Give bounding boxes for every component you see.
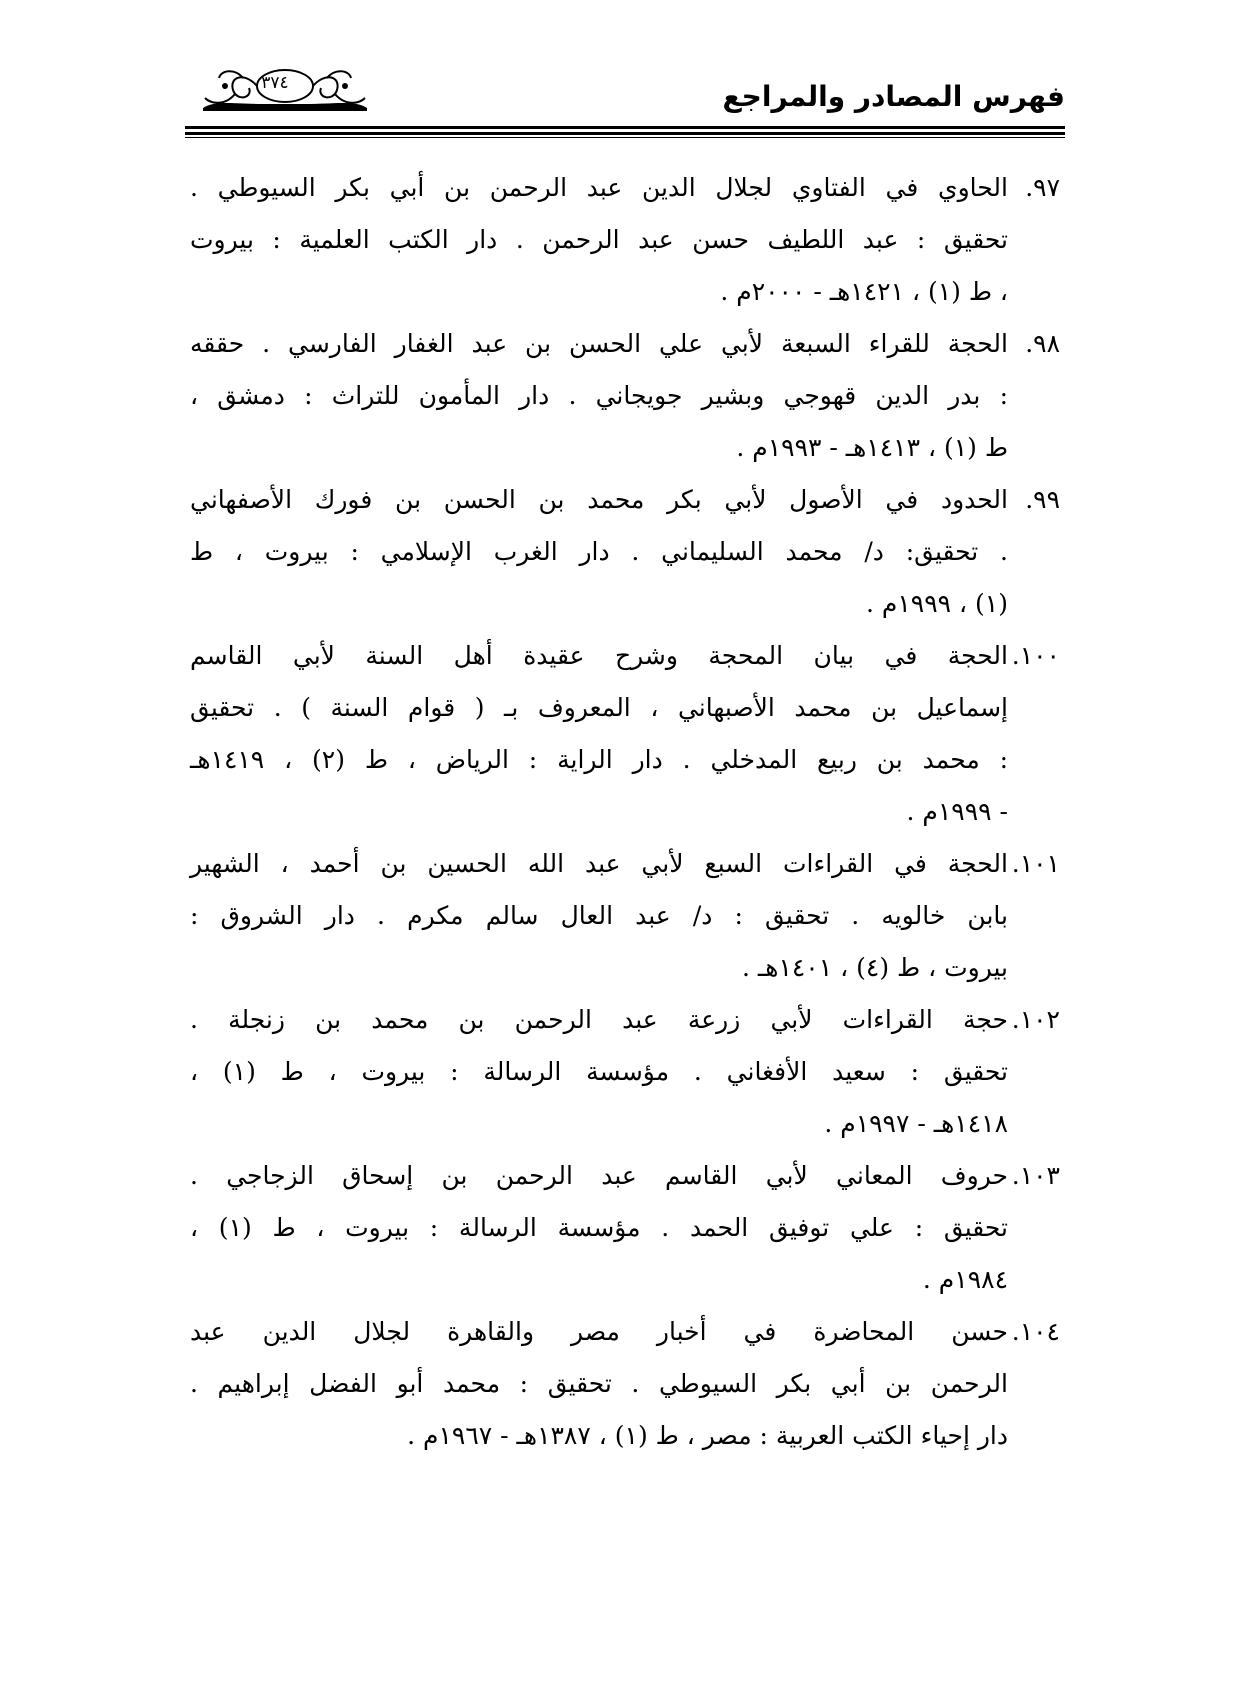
entry-number: ١٠٢. <box>1011 1005 1060 1034</box>
entry-number: ١٠٣. <box>1011 1161 1060 1190</box>
bibliography-entry <box>190 838 1060 994</box>
entry-text <box>190 838 1008 994</box>
entry-line: الرحمن بن أبي بكر السيوطي . تحقيق : محمد أبو الفضل إبراهيم . <box>190 1369 1008 1398</box>
entry-text <box>190 318 1008 474</box>
entry-text <box>190 474 1008 630</box>
entry-number: ٩٨. <box>1025 329 1060 358</box>
entry-line: . تحقيق: د/ محمد السليماني . دار الغرب الإسلامي : بيروت ، ط <box>190 537 1008 566</box>
entry-number: ١٠٤. <box>1011 1317 1060 1346</box>
bibliography-list <box>190 162 1060 1462</box>
entry-text <box>190 162 1008 318</box>
page-header <box>185 60 1065 140</box>
entry-line: دار إحياء الكتب العربية : مصر ، ط (١) ، ١٣٨٧هـ - ١٩٦٧م . <box>407 1421 1008 1450</box>
entry-line: : بدر الدين قهوجي وبشير جويجاني . دار المأمون للتراث : دمشق ، <box>190 381 1008 410</box>
entry-line: بيروت ، ط (٤) ، ١٤٠١هـ . <box>742 953 1008 982</box>
bibliography-entry <box>190 630 1060 838</box>
running-title: فهرس المصادر والمراجع <box>722 80 1065 113</box>
entry-line: تحقيق : عبد اللطيف حسن عبد الرحمن . دار الكتب العلمية : بيروت <box>190 225 1008 254</box>
entry-line: حجة القراءات لأبي زرعة عبد الرحمن بن محمد بن زنجلة . <box>190 1005 1008 1034</box>
entry-line: تحقيق : علي توفيق الحمد . مؤسسة الرسالة : بيروت ، ط (١) ، <box>190 1213 1008 1242</box>
bibliography-entry <box>190 162 1060 318</box>
entry-line: حروف المعاني لأبي القاسم عبد الرحمن بن إسحاق الزجاجي . <box>190 1161 1008 1190</box>
entry-line: إسماعيل بن محمد الأصبهاني ، المعروف بـ ( قوام السنة ) . تحقيق <box>190 693 1008 722</box>
entry-text <box>190 1306 1008 1462</box>
entry-line: بابن خالويه . تحقيق : د/ عبد العال سالم مكرم . دار الشروق : <box>190 901 1008 930</box>
entry-line: ١٤١٨هـ - ١٩٩٧م . <box>824 1109 1008 1138</box>
entry-line: : محمد بن ربيع المدخلي . دار الراية : الرياض ، ط (٢) ، ١٤١٩هـ <box>190 745 1009 774</box>
entry-number: ٩٩. <box>1025 485 1060 514</box>
entry-line: - ١٩٩٩م . <box>906 797 1008 826</box>
header-rule <box>185 126 1065 140</box>
entry-number: ١٠١. <box>1011 849 1060 878</box>
entry-text <box>190 1150 1008 1306</box>
entry-line: ط (١) ، ١٤١٣هـ - ١٩٩٣م . <box>736 433 1008 462</box>
bibliography-entry <box>190 474 1060 630</box>
entry-line: الحدود في الأصول لأبي بكر محمد بن الحسن بن فورك الأصفهاني <box>190 485 1008 514</box>
page-number: ٣٧٤ <box>261 73 289 93</box>
entry-number: ٩٧. <box>1025 173 1060 202</box>
bibliography-entry <box>190 1150 1060 1306</box>
entry-line: ١٩٨٤م . <box>922 1265 1008 1294</box>
bibliography-entry <box>190 318 1060 474</box>
bibliography-entry <box>190 1306 1060 1462</box>
bibliography-entry <box>190 994 1060 1150</box>
entry-line: ، ط (١) ، ١٤٢١هـ - ٢٠٠٠م . <box>720 277 1008 306</box>
entry-line: الحجة في القراءات السبع لأبي عبد الله الحسين بن أحمد ، الشهير <box>190 849 1008 878</box>
entry-number: ١٠٠. <box>1011 641 1060 670</box>
entry-text <box>190 994 1008 1150</box>
entry-line: الحجة للقراء السبعة لأبي علي الحسن بن عبد الغفار الفارسي . حققه <box>190 329 1008 358</box>
entry-line: (١) ، ١٩٩٩م . <box>865 589 1008 618</box>
entry-line: حسن المحاضرة في أخبار مصر والقاهرة لجلال الدين عبد <box>190 1317 1008 1346</box>
entry-line: الحجة في بيان المحجة وشرح عقيدة أهل السنة لأبي القاسم <box>190 641 1008 670</box>
entry-text <box>190 630 1008 838</box>
entry-line: الحاوي في الفتاوي لجلال الدين عبد الرحمن بن أبي بكر السيوطي . <box>190 173 1008 202</box>
entry-line: تحقيق : سعيد الأفغاني . مؤسسة الرسالة : بيروت ، ط (١) ، <box>190 1057 1008 1086</box>
